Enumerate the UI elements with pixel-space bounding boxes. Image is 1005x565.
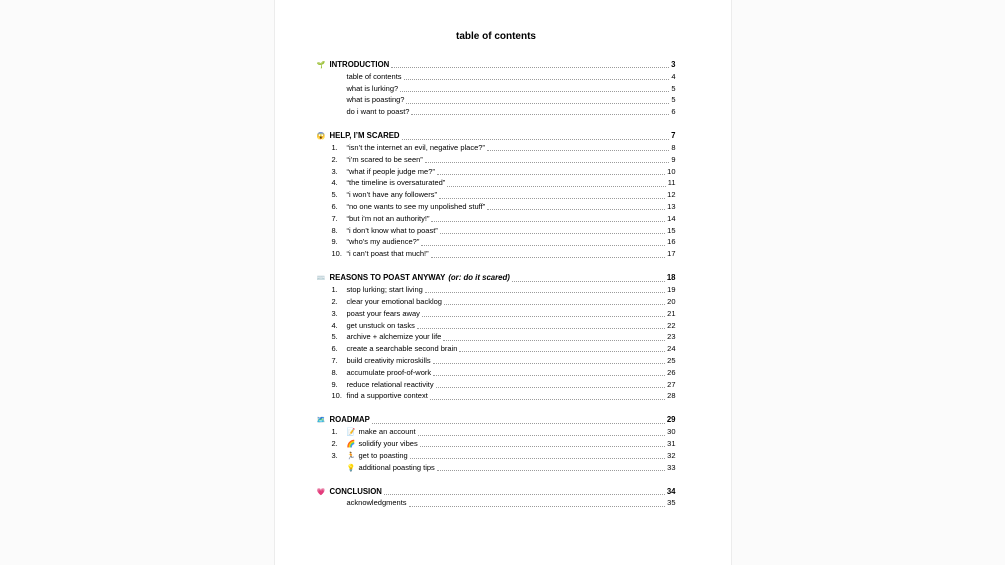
- page-number: 8: [671, 143, 676, 153]
- section-title: ROADMAP: [329, 415, 370, 425]
- page-number: 34: [666, 486, 676, 496]
- entry-label: “but i’m not an authority!”: [346, 213, 430, 223]
- toc-entry[interactable]: [317, 201, 676, 213]
- entry-number: 1.: [331, 285, 338, 295]
- page-number: 12: [667, 190, 676, 200]
- entry-number: 1.: [331, 143, 338, 153]
- toc-entry[interactable]: [317, 355, 676, 367]
- page-number: 6: [671, 107, 676, 117]
- dot-leader: [404, 79, 670, 80]
- entry-label: acknowledgments: [346, 498, 407, 508]
- entry-number: 3.: [331, 166, 338, 176]
- toc-entry[interactable]: [317, 142, 676, 154]
- page-number: 21: [667, 308, 676, 318]
- page-number: 24: [667, 344, 676, 354]
- toc-entry[interactable]: [317, 426, 676, 438]
- page-number: 29: [666, 415, 676, 425]
- page-number: 11: [667, 178, 676, 188]
- page-number: 10: [667, 166, 676, 176]
- entry-number: 1.: [331, 427, 338, 437]
- toc-entry[interactable]: [317, 94, 676, 106]
- dot-leader: [443, 340, 665, 341]
- entry-label: “no one wants to see my unpolished stuff”: [346, 202, 486, 212]
- entry-number: 3.: [331, 450, 338, 460]
- dot-leader: [417, 328, 665, 329]
- dot-leader: [440, 233, 665, 234]
- entry-number: 9.: [331, 379, 338, 389]
- toc-section-roadmap: [317, 414, 676, 473]
- toc-entry[interactable]: [317, 450, 676, 462]
- page-number: 33: [667, 462, 676, 472]
- entry-label: additional poasting tips: [358, 462, 435, 472]
- toc-entry[interactable]: [317, 236, 676, 248]
- dot-leader: [425, 162, 670, 163]
- page-number: 23: [667, 332, 676, 342]
- toc-entry[interactable]: [317, 296, 676, 308]
- dot-leader: [400, 91, 669, 92]
- dot-leader: [384, 494, 665, 495]
- toc-section-help-i-m-scared: [317, 130, 676, 260]
- dot-leader: [409, 506, 666, 507]
- page-number: 32: [667, 450, 676, 460]
- section-title: INTRODUCTION: [329, 60, 390, 69]
- dot-leader: [410, 458, 665, 459]
- dot-leader: [422, 316, 665, 317]
- entry-label: reduce relational reactivity: [346, 379, 434, 389]
- toc-entry[interactable]: [317, 379, 676, 391]
- dot-leader: [372, 423, 665, 424]
- toc-entry[interactable]: [317, 343, 676, 355]
- entry-label: “i won’t have any followers”: [346, 190, 437, 200]
- entry-label: “isn’t the internet an evil, negative place?”: [346, 143, 485, 153]
- page-number: 14: [667, 213, 676, 223]
- entry-number: 10.: [331, 249, 342, 259]
- page-number: 5: [671, 83, 676, 93]
- rainbow-icon: 🌈: [346, 441, 356, 448]
- entry-number: 2.: [331, 439, 338, 448]
- toc-entry[interactable]: [317, 71, 676, 83]
- page-number: 13: [667, 202, 676, 212]
- toc-entry[interactable]: [317, 213, 676, 225]
- entry-number: 3.: [331, 308, 338, 318]
- page-number: 35: [667, 498, 676, 508]
- dot-leader: [437, 470, 665, 471]
- entry-label: “what if people judge me?”: [346, 166, 435, 176]
- dot-leader: [433, 363, 665, 364]
- entry-label: table of contents: [346, 71, 402, 81]
- entry-number: 6.: [331, 202, 338, 212]
- page-number: 27: [667, 379, 676, 389]
- toc-section-header-reasons-to-poast-anyway[interactable]: [317, 272, 676, 284]
- map-icon: 🗺️: [316, 417, 326, 425]
- toc-entry[interactable]: [317, 497, 676, 509]
- dot-leader: [431, 257, 666, 258]
- dot-leader: [436, 387, 666, 388]
- toc-section-header-introduction[interactable]: [317, 59, 676, 71]
- dot-leader: [418, 435, 666, 436]
- entry-number: 10.: [331, 391, 342, 401]
- entry-number: 5.: [331, 190, 338, 200]
- page-number: 19: [667, 285, 676, 295]
- dot-leader: [459, 351, 665, 352]
- entry-label: get to poasting: [358, 450, 408, 460]
- toc-entry[interactable]: [317, 154, 676, 166]
- dot-leader: [402, 139, 670, 140]
- entry-number: 7.: [331, 213, 338, 223]
- entry-number: 5.: [331, 332, 338, 342]
- page-title: table of contents: [455, 31, 536, 42]
- toc-entry[interactable]: [317, 225, 676, 237]
- toc-entry[interactable]: [317, 166, 676, 178]
- scared-face-icon: 😱: [316, 133, 326, 141]
- entry-label: “the timeline is oversaturated”: [346, 178, 446, 188]
- toc-entry[interactable]: [317, 438, 676, 450]
- entry-number: 8.: [331, 367, 338, 377]
- entry-label: do i want to poast?: [346, 107, 410, 117]
- page-number: 26: [667, 367, 676, 377]
- toc-entry[interactable]: [317, 106, 676, 118]
- entry-label: archive + alchemize your life: [346, 332, 442, 342]
- pink-heart-icon: 💗: [316, 488, 326, 496]
- entry-label: accumulate proof-of-work: [346, 367, 432, 377]
- entry-label: poast your fears away: [346, 308, 420, 318]
- toc-entry[interactable]: [317, 284, 676, 296]
- entry-label: create a searchable second brain: [346, 344, 458, 354]
- entry-label: solidify your vibes: [358, 439, 418, 448]
- page-number: 5: [671, 95, 676, 105]
- keyboard-icon: ⌨️: [316, 275, 326, 283]
- entry-label: “i’m scared to be seen”: [346, 154, 423, 164]
- section-title: CONCLUSION: [329, 486, 382, 496]
- dot-leader: [425, 292, 665, 293]
- dot-leader: [420, 446, 665, 447]
- dot-leader: [431, 221, 665, 222]
- lightbulb-icon: 💡: [346, 464, 356, 472]
- dot-leader: [487, 209, 665, 210]
- toc-entry[interactable]: [317, 177, 676, 189]
- entry-label: stop lurking; start living: [346, 285, 423, 295]
- page-number: 17: [667, 249, 676, 259]
- toc-entry[interactable]: [317, 308, 676, 320]
- toc-entry[interactable]: [317, 331, 676, 343]
- section-title: HELP, I’M SCARED: [329, 131, 400, 141]
- toc-entry[interactable]: [317, 83, 676, 95]
- page-number: 3: [671, 60, 676, 69]
- dot-leader: [487, 150, 669, 151]
- page-number: 9: [671, 154, 676, 164]
- dot-leader: [421, 245, 665, 246]
- entry-label: build creativity microskills: [346, 355, 431, 365]
- toc-entry[interactable]: [317, 320, 676, 332]
- section-title-suffix: (or: do it scared): [448, 273, 510, 283]
- page-number: 31: [667, 439, 676, 448]
- toc-section-reasons-to-poast-anyway: [317, 272, 676, 402]
- entry-label: get unstuck on tasks: [346, 320, 415, 330]
- entry-number: 6.: [331, 344, 338, 354]
- entry-number: 7.: [331, 355, 338, 365]
- toc-entry[interactable]: [317, 462, 676, 474]
- dot-leader: [447, 186, 665, 187]
- toc-section-conclusion: [317, 486, 676, 510]
- page-number: 30: [667, 427, 676, 437]
- page-number: 22: [667, 320, 676, 330]
- entry-number: 8.: [331, 225, 338, 235]
- section-title: REASONS TO POAST ANYWAY: [329, 273, 446, 283]
- runner-icon: 🏃: [346, 452, 356, 460]
- page-number: 15: [667, 225, 676, 235]
- toc-entry[interactable]: [317, 390, 676, 402]
- toc-entry[interactable]: [317, 189, 676, 201]
- entry-number: 2.: [331, 154, 338, 164]
- page-number: 7: [671, 131, 676, 141]
- page-number: 25: [667, 355, 676, 365]
- entry-label: “i don’t know what to poast”: [346, 225, 438, 235]
- dot-leader: [391, 67, 669, 68]
- page-number: 18: [666, 273, 676, 283]
- entry-number: 4.: [331, 178, 338, 188]
- entry-label: make an account: [358, 427, 416, 437]
- entry-label: clear your emotional backlog: [346, 296, 442, 306]
- page-number: 4: [671, 71, 676, 81]
- page-number: 28: [667, 391, 676, 401]
- dot-leader: [433, 375, 665, 376]
- toc-section-header-conclusion[interactable]: [317, 486, 676, 498]
- seedling-icon: 🌱: [316, 62, 326, 69]
- entry-label: “who’s my audience?”: [346, 237, 420, 247]
- entry-label: what is lurking?: [346, 83, 399, 93]
- toc-sections: [317, 59, 676, 509]
- page-number: 16: [667, 237, 676, 247]
- dot-leader: [512, 281, 665, 282]
- dot-leader: [406, 103, 669, 104]
- memo-icon: 📝: [346, 429, 356, 437]
- dot-leader: [439, 198, 665, 199]
- toc-section-introduction: [317, 59, 676, 118]
- toc-entry[interactable]: [317, 248, 676, 260]
- entry-label: find a supportive context: [346, 391, 428, 401]
- page-number: 20: [667, 296, 676, 306]
- document-page: [274, 0, 732, 565]
- dot-leader: [430, 399, 665, 400]
- dot-leader: [437, 174, 665, 175]
- dot-leader: [411, 114, 669, 115]
- entry-number: 2.: [331, 296, 338, 306]
- entry-number: 4.: [331, 320, 338, 330]
- entry-number: 9.: [331, 237, 338, 247]
- entry-label: what is poasting?: [346, 95, 405, 105]
- dot-leader: [444, 304, 665, 305]
- toc-entry[interactable]: [317, 367, 676, 379]
- toc-section-header-roadmap[interactable]: [317, 414, 676, 426]
- toc-section-header-help-i-m-scared[interactable]: [317, 130, 676, 142]
- entry-label: “i can’t poast that much!”: [346, 249, 429, 259]
